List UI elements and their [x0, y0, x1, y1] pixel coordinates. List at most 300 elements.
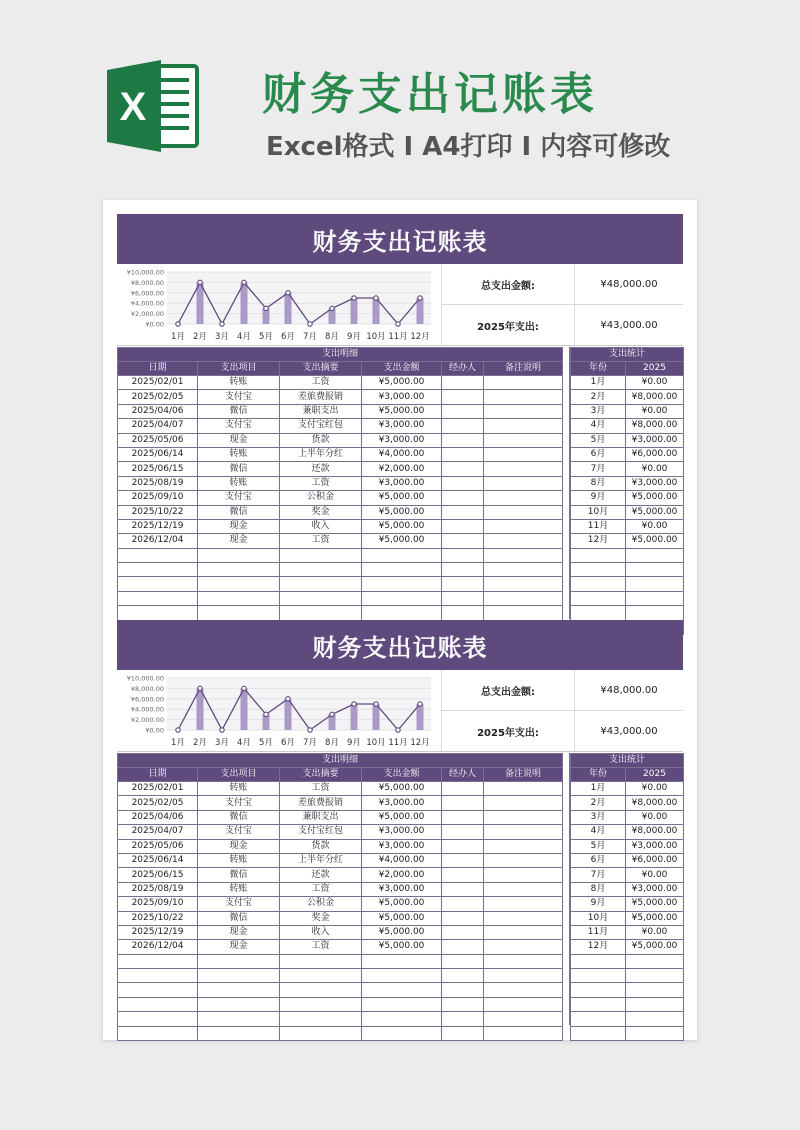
empty-cell[interactable] — [484, 1012, 563, 1026]
empty-cell[interactable] — [626, 548, 684, 562]
cell-notes[interactable] — [484, 839, 563, 853]
stat-month[interactable]: 11月 — [571, 925, 626, 939]
cell-date[interactable]: 2025/08/19 — [118, 476, 198, 490]
cell-summary[interactable]: 还款 — [280, 462, 362, 476]
stat-value[interactable]: ¥0.00 — [626, 404, 684, 418]
cell-date[interactable]: 2025/10/22 — [118, 505, 198, 519]
stat-month[interactable]: 12月 — [571, 940, 626, 954]
cell-summary[interactable]: 货款 — [280, 839, 362, 853]
empty-row — [571, 577, 684, 591]
cell-amount[interactable]: ¥3,000.00 — [362, 839, 442, 853]
col-month: 年份 — [571, 362, 626, 376]
cell-item[interactable]: 微信 — [198, 810, 280, 824]
empty-cell[interactable] — [626, 997, 684, 1011]
empty-cell[interactable] — [571, 954, 626, 968]
cell-date[interactable]: 2025/08/19 — [118, 882, 198, 896]
cell-notes[interactable] — [484, 433, 563, 447]
cell-amount[interactable]: ¥3,000.00 — [362, 433, 442, 447]
cell-date[interactable]: 2025/02/01 — [118, 376, 198, 390]
table-row — [118, 433, 563, 447]
empty-cell[interactable] — [442, 591, 484, 605]
empty-cell[interactable] — [198, 606, 280, 620]
cell-summary[interactable]: 差旅费报销 — [280, 796, 362, 810]
cell-item[interactable]: 转账 — [198, 447, 280, 461]
cell-item[interactable]: 微信 — [198, 911, 280, 925]
cell-item[interactable]: 转账 — [198, 782, 280, 796]
cell-amount[interactable]: ¥5,000.00 — [362, 782, 442, 796]
stat-month[interactable]: 5月 — [571, 839, 626, 853]
stat-value[interactable]: ¥3,000.00 — [626, 882, 684, 896]
cell-handler[interactable] — [442, 534, 484, 548]
cell-summary[interactable]: 差旅费报销 — [280, 390, 362, 404]
cell-amount[interactable]: ¥2,000.00 — [362, 868, 442, 882]
cell-notes[interactable] — [484, 534, 563, 548]
empty-cell[interactable] — [198, 548, 280, 562]
cell-item[interactable]: 支付宝 — [198, 897, 280, 911]
empty-cell[interactable] — [280, 606, 362, 620]
empty-cell[interactable] — [442, 563, 484, 577]
cell-date[interactable]: 2025/12/19 — [118, 519, 198, 533]
cell-item[interactable]: 支付宝 — [198, 796, 280, 810]
cell-date[interactable]: 2025/05/06 — [118, 433, 198, 447]
cell-item[interactable]: 支付宝 — [198, 419, 280, 433]
cell-notes[interactable] — [484, 796, 563, 810]
empty-cell[interactable] — [280, 548, 362, 562]
empty-cell[interactable] — [442, 969, 484, 983]
cell-handler[interactable] — [442, 419, 484, 433]
empty-cell[interactable] — [118, 591, 198, 605]
cell-date[interactable]: 2025/04/07 — [118, 419, 198, 433]
stat-value[interactable]: ¥8,000.00 — [626, 796, 684, 810]
cell-notes[interactable] — [484, 491, 563, 505]
empty-cell[interactable] — [626, 591, 684, 605]
empty-cell[interactable] — [362, 548, 442, 562]
cell-handler[interactable] — [442, 839, 484, 853]
cell-notes[interactable] — [484, 376, 563, 390]
cell-item[interactable]: 现金 — [198, 925, 280, 939]
cell-notes[interactable] — [484, 853, 563, 867]
cell-notes[interactable] — [484, 911, 563, 925]
empty-cell[interactable] — [118, 954, 198, 968]
stat-month[interactable]: 9月 — [571, 897, 626, 911]
empty-cell[interactable] — [571, 997, 626, 1011]
empty-cell[interactable] — [626, 983, 684, 997]
empty-cell[interactable] — [198, 591, 280, 605]
cell-item[interactable]: 现金 — [198, 534, 280, 548]
empty-cell[interactable] — [484, 577, 563, 591]
cell-date[interactable]: 2025/04/07 — [118, 825, 198, 839]
cell-item[interactable]: 现金 — [198, 940, 280, 954]
stat-month[interactable]: 2月 — [571, 390, 626, 404]
empty-cell[interactable] — [198, 1012, 280, 1026]
empty-cell[interactable] — [198, 954, 280, 968]
cell-handler[interactable] — [442, 404, 484, 418]
empty-cell[interactable] — [362, 1026, 442, 1040]
empty-cell[interactable] — [362, 997, 442, 1011]
table-row — [118, 462, 563, 476]
cell-handler[interactable] — [442, 940, 484, 954]
empty-cell[interactable] — [571, 606, 626, 620]
empty-cell[interactable] — [280, 563, 362, 577]
cell-amount[interactable]: ¥5,000.00 — [362, 810, 442, 824]
cell-notes[interactable] — [484, 404, 563, 418]
cell-handler[interactable] — [442, 825, 484, 839]
empty-cell[interactable] — [571, 548, 626, 562]
stat-month[interactable]: 10月 — [571, 911, 626, 925]
cell-date[interactable]: 2025/10/22 — [118, 911, 198, 925]
cell-amount[interactable]: ¥5,000.00 — [362, 519, 442, 533]
empty-cell[interactable] — [571, 969, 626, 983]
stat-value[interactable]: ¥5,000.00 — [626, 940, 684, 954]
stat-row — [571, 825, 684, 839]
stat-month[interactable]: 7月 — [571, 462, 626, 476]
cell-handler[interactable] — [442, 796, 484, 810]
empty-cell[interactable] — [571, 1012, 626, 1026]
stat-value[interactable]: ¥3,000.00 — [626, 839, 684, 853]
empty-cell[interactable] — [571, 577, 626, 591]
empty-cell[interactable] — [442, 954, 484, 968]
stat-month[interactable]: 8月 — [571, 476, 626, 490]
cell-handler[interactable] — [442, 519, 484, 533]
cell-amount[interactable]: ¥3,000.00 — [362, 882, 442, 896]
cell-date[interactable]: 2025/02/01 — [118, 782, 198, 796]
cell-date[interactable]: 2025/02/05 — [118, 796, 198, 810]
cell-amount[interactable]: ¥5,000.00 — [362, 534, 442, 548]
stat-month[interactable]: 9月 — [571, 491, 626, 505]
empty-cell[interactable] — [571, 563, 626, 577]
cell-summary[interactable]: 支付宝红包 — [280, 419, 362, 433]
empty-cell[interactable] — [362, 1012, 442, 1026]
empty-cell[interactable] — [118, 997, 198, 1011]
cell-amount[interactable]: ¥3,000.00 — [362, 796, 442, 810]
stat-value[interactable]: ¥5,000.00 — [626, 491, 684, 505]
cell-handler[interactable] — [442, 853, 484, 867]
empty-cell[interactable] — [362, 606, 442, 620]
cell-summary[interactable]: 公积金 — [280, 897, 362, 911]
empty-cell[interactable] — [362, 563, 442, 577]
cell-item[interactable]: 微信 — [198, 505, 280, 519]
stat-value[interactable]: ¥3,000.00 — [626, 476, 684, 490]
stat-value[interactable]: ¥0.00 — [626, 462, 684, 476]
cell-item[interactable]: 转账 — [198, 882, 280, 896]
cell-notes[interactable] — [484, 419, 563, 433]
stat-value[interactable]: ¥5,000.00 — [626, 897, 684, 911]
cell-summary[interactable]: 上半年分红 — [280, 447, 362, 461]
year-value: ¥43,000.00 — [574, 305, 683, 345]
cell-item[interactable]: 微信 — [198, 462, 280, 476]
cell-item[interactable]: 现金 — [198, 839, 280, 853]
stat-value[interactable]: ¥3,000.00 — [626, 433, 684, 447]
cell-handler[interactable] — [442, 810, 484, 824]
cell-summary[interactable]: 收入 — [280, 925, 362, 939]
cell-item[interactable]: 支付宝 — [198, 825, 280, 839]
cell-summary[interactable]: 货款 — [280, 433, 362, 447]
empty-cell[interactable] — [484, 983, 563, 997]
cell-date[interactable]: 2025/06/14 — [118, 853, 198, 867]
cell-notes[interactable] — [484, 476, 563, 490]
empty-cell[interactable] — [362, 954, 442, 968]
cell-summary[interactable]: 支付宝红包 — [280, 825, 362, 839]
empty-cell[interactable] — [280, 577, 362, 591]
empty-cell[interactable] — [118, 548, 198, 562]
empty-cell[interactable] — [118, 606, 198, 620]
chart-bar — [197, 282, 204, 324]
chart-x-tick-label: 6月 — [281, 332, 295, 342]
cell-amount[interactable]: ¥3,000.00 — [362, 476, 442, 490]
empty-cell[interactable] — [484, 969, 563, 983]
cell-amount[interactable]: ¥3,000.00 — [362, 419, 442, 433]
empty-cell[interactable] — [442, 1012, 484, 1026]
empty-cell[interactable] — [442, 606, 484, 620]
cell-notes[interactable] — [484, 925, 563, 939]
chart-x-tick-label: 4月 — [237, 738, 251, 748]
stat-value[interactable]: ¥0.00 — [626, 376, 684, 390]
empty-cell[interactable] — [484, 606, 563, 620]
cell-date[interactable]: 2025/09/10 — [118, 491, 198, 505]
cell-item[interactable]: 支付宝 — [198, 390, 280, 404]
empty-cell[interactable] — [198, 577, 280, 591]
cell-handler[interactable] — [442, 376, 484, 390]
empty-cell[interactable] — [118, 1026, 198, 1040]
stat-value[interactable]: ¥0.00 — [626, 519, 684, 533]
empty-cell[interactable] — [362, 983, 442, 997]
cell-handler[interactable] — [442, 911, 484, 925]
stat-value[interactable]: ¥6,000.00 — [626, 447, 684, 461]
empty-cell[interactable] — [626, 577, 684, 591]
empty-cell[interactable] — [280, 983, 362, 997]
cell-amount[interactable]: ¥2,000.00 — [362, 462, 442, 476]
cell-handler[interactable] — [442, 925, 484, 939]
empty-cell[interactable] — [280, 969, 362, 983]
empty-cell[interactable] — [442, 548, 484, 562]
cell-date[interactable]: 2025/04/06 — [118, 810, 198, 824]
cell-item[interactable]: 转账 — [198, 376, 280, 390]
stat-value[interactable]: ¥6,000.00 — [626, 853, 684, 867]
stat-value[interactable]: ¥0.00 — [626, 925, 684, 939]
cell-summary[interactable]: 奖金 — [280, 911, 362, 925]
empty-cell[interactable] — [198, 997, 280, 1011]
cell-handler[interactable] — [442, 447, 484, 461]
cell-item[interactable]: 支付宝 — [198, 491, 280, 505]
cell-amount[interactable]: ¥5,000.00 — [362, 491, 442, 505]
cell-notes[interactable] — [484, 882, 563, 896]
cell-amount[interactable]: ¥3,000.00 — [362, 390, 442, 404]
cell-item[interactable]: 现金 — [198, 433, 280, 447]
cell-summary[interactable]: 工资 — [280, 534, 362, 548]
table-row — [118, 940, 563, 954]
stat-month[interactable]: 4月 — [571, 419, 626, 433]
cell-summary[interactable]: 收入 — [280, 519, 362, 533]
chart-point — [198, 686, 202, 690]
empty-cell[interactable] — [118, 577, 198, 591]
cell-date[interactable]: 2025/09/10 — [118, 897, 198, 911]
cell-amount[interactable]: ¥3,000.00 — [362, 825, 442, 839]
cell-amount[interactable]: ¥5,000.00 — [362, 404, 442, 418]
cell-summary[interactable]: 工资 — [280, 940, 362, 954]
empty-cell[interactable] — [484, 954, 563, 968]
empty-cell[interactable] — [198, 1026, 280, 1040]
cell-handler[interactable] — [442, 476, 484, 490]
cell-amount[interactable]: ¥5,000.00 — [362, 925, 442, 939]
cell-handler[interactable] — [442, 897, 484, 911]
cell-date[interactable]: 2025/02/05 — [118, 390, 198, 404]
cell-handler[interactable] — [442, 491, 484, 505]
cell-amount[interactable]: ¥5,000.00 — [362, 376, 442, 390]
empty-cell[interactable] — [118, 983, 198, 997]
stat-month[interactable]: 8月 — [571, 882, 626, 896]
empty-cell[interactable] — [626, 1026, 684, 1040]
empty-cell[interactable] — [198, 969, 280, 983]
cell-amount[interactable]: ¥5,000.00 — [362, 505, 442, 519]
cell-date[interactable]: 2025/12/19 — [118, 925, 198, 939]
stat-value[interactable]: ¥0.00 — [626, 810, 684, 824]
empty-cell[interactable] — [362, 591, 442, 605]
cell-notes[interactable] — [484, 810, 563, 824]
cell-handler[interactable] — [442, 433, 484, 447]
cell-notes[interactable] — [484, 782, 563, 796]
cell-notes[interactable] — [484, 505, 563, 519]
stat-value[interactable]: ¥0.00 — [626, 868, 684, 882]
cell-notes[interactable] — [484, 897, 563, 911]
empty-cell[interactable] — [626, 1012, 684, 1026]
cell-notes[interactable] — [484, 868, 563, 882]
cell-handler[interactable] — [442, 882, 484, 896]
empty-cell[interactable] — [280, 954, 362, 968]
cell-notes[interactable] — [484, 519, 563, 533]
empty-cell[interactable] — [442, 1026, 484, 1040]
cell-date[interactable]: 2026/12/04 — [118, 534, 198, 548]
cell-summary[interactable]: 工资 — [280, 882, 362, 896]
empty-row — [571, 591, 684, 605]
col-item: 支出项目 — [198, 768, 280, 782]
empty-cell[interactable] — [118, 969, 198, 983]
empty-cell[interactable] — [626, 606, 684, 620]
cell-handler[interactable] — [442, 390, 484, 404]
stat-value[interactable]: ¥5,000.00 — [626, 911, 684, 925]
empty-cell[interactable] — [118, 1012, 198, 1026]
cell-amount[interactable]: ¥5,000.00 — [362, 897, 442, 911]
cell-date[interactable]: 2025/06/15 — [118, 868, 198, 882]
cell-date[interactable]: 2025/04/06 — [118, 404, 198, 418]
cell-handler[interactable] — [442, 462, 484, 476]
stat-value[interactable]: ¥5,000.00 — [626, 534, 684, 548]
stat-month[interactable]: 1月 — [571, 376, 626, 390]
cell-summary[interactable]: 上半年分红 — [280, 853, 362, 867]
cell-item[interactable]: 微信 — [198, 868, 280, 882]
stat-row — [571, 911, 684, 925]
cell-amount[interactable]: ¥4,000.00 — [362, 853, 442, 867]
stat-value[interactable]: ¥8,000.00 — [626, 390, 684, 404]
stat-value[interactable]: ¥8,000.00 — [626, 419, 684, 433]
table-row — [118, 853, 563, 867]
stat-month[interactable]: 6月 — [571, 853, 626, 867]
chart-point — [330, 712, 334, 716]
empty-cell[interactable] — [626, 969, 684, 983]
cell-notes[interactable] — [484, 825, 563, 839]
empty-cell[interactable] — [198, 563, 280, 577]
cell-item[interactable]: 转账 — [198, 853, 280, 867]
cell-summary[interactable]: 工资 — [280, 476, 362, 490]
cell-date[interactable]: 2025/06/15 — [118, 462, 198, 476]
cell-item[interactable]: 微信 — [198, 404, 280, 418]
cell-summary[interactable]: 公积金 — [280, 491, 362, 505]
empty-cell[interactable] — [626, 563, 684, 577]
cell-summary[interactable]: 奖金 — [280, 505, 362, 519]
cell-handler[interactable] — [442, 782, 484, 796]
empty-cell[interactable] — [571, 983, 626, 997]
empty-cell[interactable] — [626, 954, 684, 968]
empty-cell[interactable] — [442, 577, 484, 591]
stat-month[interactable]: 5月 — [571, 433, 626, 447]
stat-value[interactable]: ¥5,000.00 — [626, 505, 684, 519]
empty-cell[interactable] — [571, 1026, 626, 1040]
empty-cell[interactable] — [280, 997, 362, 1011]
empty-row — [118, 1012, 563, 1026]
empty-cell[interactable] — [362, 577, 442, 591]
empty-cell[interactable] — [280, 1012, 362, 1026]
cell-summary[interactable]: 工资 — [280, 376, 362, 390]
empty-cell[interactable] — [362, 969, 442, 983]
col-amount: 支出金额 — [362, 768, 442, 782]
cell-item[interactable]: 现金 — [198, 519, 280, 533]
cell-amount[interactable]: ¥5,000.00 — [362, 940, 442, 954]
cell-notes[interactable] — [484, 940, 563, 954]
empty-cell[interactable] — [571, 591, 626, 605]
cell-date[interactable]: 2025/05/06 — [118, 839, 198, 853]
stat-month[interactable]: 2月 — [571, 796, 626, 810]
stat-month[interactable]: 3月 — [571, 404, 626, 418]
stat-month[interactable]: 4月 — [571, 825, 626, 839]
stat-month[interactable]: 6月 — [571, 447, 626, 461]
empty-cell[interactable] — [198, 983, 280, 997]
cell-notes[interactable] — [484, 462, 563, 476]
stat-month[interactable]: 7月 — [571, 868, 626, 882]
empty-cell[interactable] — [280, 591, 362, 605]
cell-summary[interactable]: 兼职支出 — [280, 810, 362, 824]
empty-cell[interactable] — [484, 591, 563, 605]
empty-cell[interactable] — [484, 1026, 563, 1040]
empty-cell[interactable] — [118, 563, 198, 577]
cell-summary[interactable]: 还款 — [280, 868, 362, 882]
cell-date[interactable]: 2025/06/14 — [118, 447, 198, 461]
cell-notes[interactable] — [484, 390, 563, 404]
empty-cell[interactable] — [280, 1026, 362, 1040]
cell-amount[interactable]: ¥4,000.00 — [362, 447, 442, 461]
stat-value[interactable]: ¥8,000.00 — [626, 825, 684, 839]
stat-month[interactable]: 12月 — [571, 534, 626, 548]
cell-date[interactable]: 2026/12/04 — [118, 940, 198, 954]
empty-cell[interactable] — [442, 997, 484, 1011]
empty-cell[interactable] — [484, 548, 563, 562]
cell-summary[interactable]: 工资 — [280, 782, 362, 796]
stat-month[interactable]: 3月 — [571, 810, 626, 824]
empty-cell[interactable] — [484, 563, 563, 577]
expense-chart-svg — [117, 670, 441, 752]
cell-item[interactable]: 转账 — [198, 476, 280, 490]
cell-notes[interactable] — [484, 447, 563, 461]
stat-value[interactable]: ¥0.00 — [626, 782, 684, 796]
svg-text:X: X — [119, 85, 147, 129]
cell-handler[interactable] — [442, 505, 484, 519]
cell-summary[interactable]: 兼职支出 — [280, 404, 362, 418]
cell-amount[interactable]: ¥5,000.00 — [362, 911, 442, 925]
stat-month[interactable]: 1月 — [571, 782, 626, 796]
empty-cell[interactable] — [484, 997, 563, 1011]
stat-month[interactable]: 10月 — [571, 505, 626, 519]
empty-cell[interactable] — [442, 983, 484, 997]
stat-month[interactable]: 11月 — [571, 519, 626, 533]
cell-handler[interactable] — [442, 868, 484, 882]
